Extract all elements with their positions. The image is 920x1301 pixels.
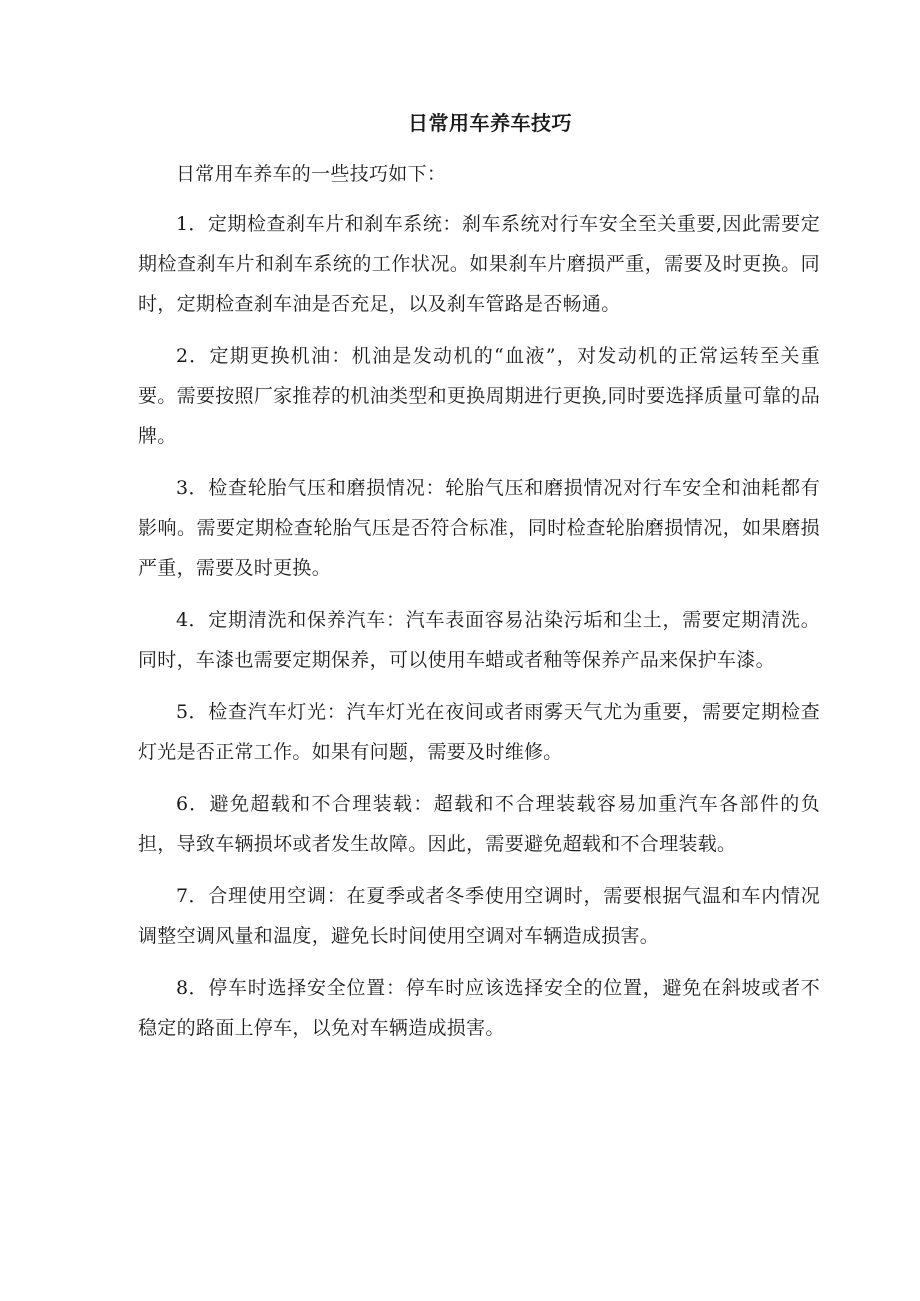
item-text: ．定期检查刹车片和刹车系统：刹车系统对行车安全至关重要,因此需要定期检查刹车片和刹车系统的工作状况。如果刹车片磨损严重，需要及时更换。同时，定期检查刹车油是否充足，以及刹车管路是否畅通。 (138, 213, 820, 315)
list-item-7 (138, 876, 820, 956)
list-item-4 (138, 600, 820, 680)
item-number: 2 (176, 345, 189, 367)
list-item-8 (138, 968, 820, 1048)
item-text: ．避免超载和不合理装载：超载和不合理装载容易加重汽车各部件的负担，导致车辆损坏或者发生故障。因此，需要避免超载和不合理装载。 (138, 793, 820, 855)
item-number: 3 (176, 477, 189, 499)
item-number: 4 (176, 609, 189, 631)
item-number: 5 (176, 701, 189, 723)
item-text: ．定期清洗和保养汽车：汽车表面容易沾染污垢和尘土，需要定期清洗。同时，车漆也需要定期保养，可以使用车蜡或者釉等保养产品来保护车漆。 (138, 609, 820, 671)
item-number: 6 (176, 793, 189, 815)
item-text: ．检查轮胎气压和磨损情况：轮胎气压和磨损情况对行车安全和油耗都有影响。需要定期检查轮胎气压是否符合标准，同时检查轮胎磨损情况，如果磨损严重，需要及时更换。 (138, 477, 820, 579)
document-title: 日常用车养车技巧 (408, 111, 572, 135)
list-item-2 (138, 336, 820, 456)
item-text: ．停车时选择安全位置：停车时应该选择安全的位置，避免在斜坡或者不稳定的路面上停车，以免对车辆造成损害。 (138, 977, 820, 1039)
item-number: 7 (176, 885, 189, 907)
intro-paragraph: 日常用车养车的一些技巧如下： (176, 163, 447, 185)
list-item-5 (138, 692, 820, 772)
item-text: ．合理使用空调：在夏季或者冬季使用空调时，需要根据气温和车内情况调整空调风量和温度，避免长时间使用空调对车辆造成损害。 (138, 885, 820, 947)
list-item-3 (138, 468, 820, 588)
item-number: 8 (176, 977, 189, 999)
list-item-6 (138, 784, 820, 864)
list-item-1 (138, 204, 820, 324)
item-number: 1 (176, 213, 189, 235)
item-text: ．检查汽车灯光：汽车灯光在夜间或者雨雾天气尤为重要，需要定期检查灯光是否正常工作。如果有问题，需要及时维修。 (138, 701, 820, 763)
item-text: ．定期更换机油：机油是发动机的“血液”，对发动机的正常运转至关重要。需要按照厂家推荐的机油类型和更换周期进行更换,同时要选择质量可靠的品牌。 (138, 345, 820, 447)
